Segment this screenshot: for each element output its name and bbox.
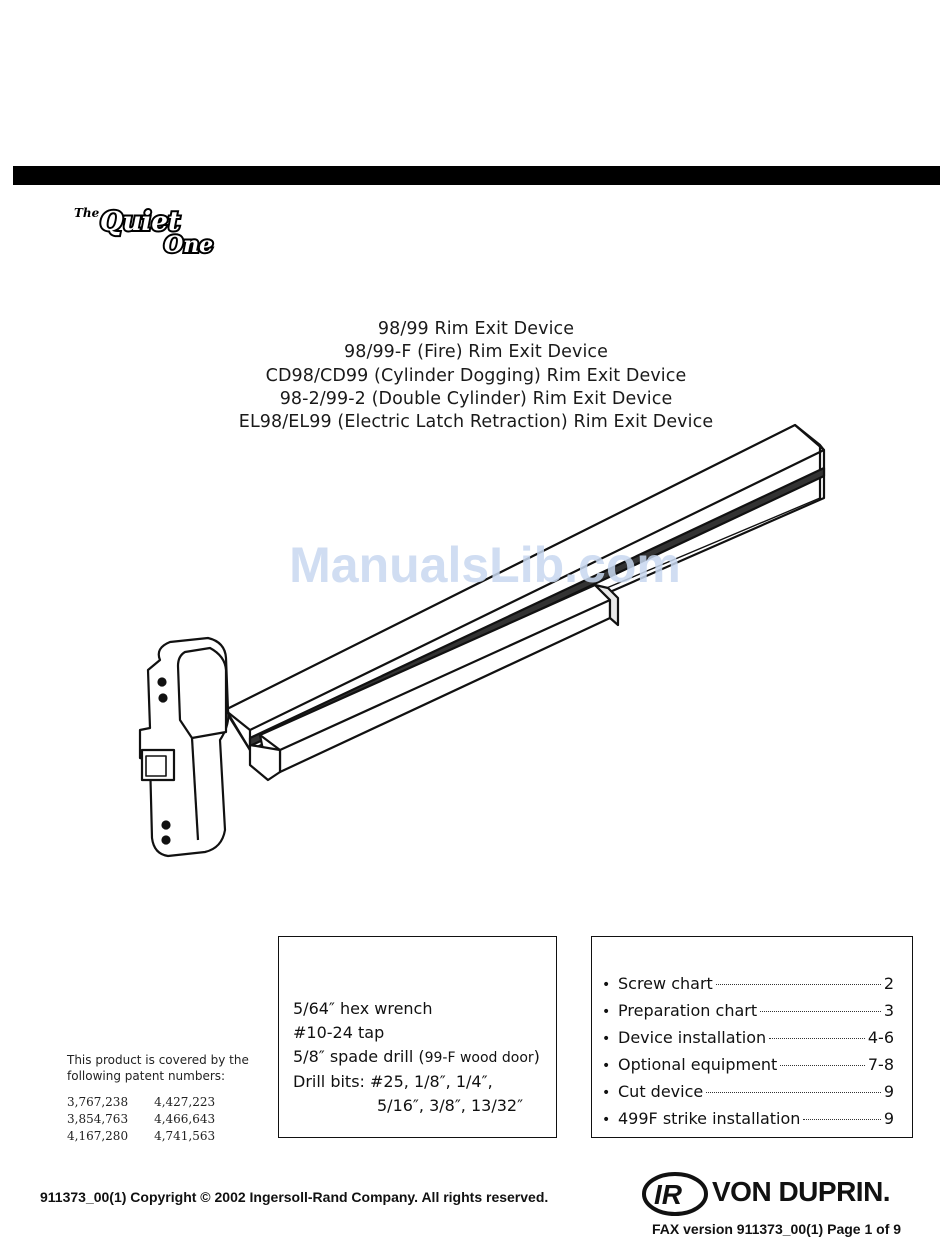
table-row [67, 1111, 241, 1128]
toc-page: 9 [883, 1082, 894, 1101]
bullet: • [602, 1112, 611, 1128]
list-item[interactable] [602, 998, 894, 1025]
list-item[interactable] [602, 971, 894, 998]
toc-page: 2 [883, 974, 894, 993]
tool-item: #10-24 tap [293, 1023, 385, 1042]
bullet: • [602, 1085, 611, 1101]
toc-label: Cut device [618, 1082, 704, 1101]
dot-leader [780, 1065, 865, 1066]
toc-label: Device installation [618, 1028, 767, 1047]
tool-item-main: 5/8″ spade drill ( [293, 1047, 425, 1066]
dot-leader [760, 1011, 881, 1012]
watermark: ManualsLib.com [289, 537, 681, 593]
bullet: • [602, 1058, 611, 1074]
product-titles [200, 318, 752, 434]
dot-leader [706, 1092, 881, 1093]
bullet: • [602, 1031, 611, 1047]
patent-number: 3,767,238 [67, 1095, 129, 1109]
tool-item [293, 1045, 540, 1070]
toc-page: 3 [883, 1001, 894, 1020]
toc-label: Preparation chart [618, 1001, 758, 1020]
patent-number: 4,167,280 [67, 1129, 129, 1143]
list-item[interactable] [602, 1079, 894, 1106]
patent-table [67, 1094, 241, 1145]
contents-box [591, 936, 913, 1138]
patent-number: 3,854,763 [67, 1112, 129, 1126]
toc-page: 7-8 [867, 1055, 894, 1074]
tools-required-box [278, 936, 557, 1138]
title-line: 98/99-F (Fire) Rim Exit Device [343, 342, 608, 363]
list-item[interactable] [602, 1106, 894, 1133]
patent-number: 4,427,223 [154, 1095, 216, 1109]
list-item[interactable] [602, 1052, 894, 1079]
tool-item: 5/64″ hex wrench [293, 999, 433, 1018]
title-line: 98-2/99-2 (Double Cylinder) Rim Exit Device [279, 388, 673, 409]
dot-leader [716, 984, 881, 985]
patent-intro-line: This product is covered by the [67, 1053, 249, 1067]
title-line: EL98/EL99 (Electric Latch Retraction) Rim Exit Device [238, 412, 714, 433]
toc-page: 9 [883, 1109, 894, 1128]
contents-list [602, 971, 894, 1133]
tool-item-close: ) [533, 1047, 540, 1066]
tool-item-note: 99-F wood door [424, 1050, 534, 1066]
table-row [67, 1094, 241, 1111]
logo-one: One [164, 232, 214, 258]
table-row [67, 1128, 241, 1145]
fax-page-info: FAX version 911373_00(1) Page 1 of 9 [652, 1221, 902, 1237]
patent-notice [67, 1052, 267, 1145]
toc-label: Screw chart [618, 974, 713, 993]
toc-label: Optional equipment [618, 1055, 778, 1074]
dot-leader [803, 1119, 880, 1120]
patent-number: 4,466,643 [154, 1112, 216, 1126]
ir-logo-icon [642, 1172, 708, 1216]
logo-the: The [74, 206, 100, 220]
patent-intro-line: following patent numbers: [67, 1069, 226, 1083]
ir-mark: IR [654, 1179, 682, 1210]
brand-name: VON DUPRIN. [712, 1176, 891, 1207]
tool-item: 5/16″, 3/8″, 13/32″ [377, 1096, 524, 1115]
tool-item: Drill bits: #25, 1/8″, 1/4″, [293, 1072, 493, 1091]
toc-label: 499F strike installation [618, 1109, 801, 1128]
tools-list [293, 997, 540, 1118]
exit-device-illustration [130, 420, 830, 860]
header-black-bar [13, 166, 940, 185]
patent-number: 4,741,563 [154, 1129, 216, 1143]
patent-intro [67, 1052, 267, 1084]
title-line: CD98/CD99 (Cylinder Dogging) Rim Exit Device [265, 365, 687, 386]
logo-quiet: Quiet [100, 207, 180, 237]
copyright-notice: 911373_00(1) Copyright © 2002 Ingersoll-Rand Company. All rights reserved. [40, 1189, 549, 1205]
bullet: • [602, 1004, 611, 1020]
list-item[interactable] [602, 1025, 894, 1052]
quiet-one-logo [72, 200, 222, 260]
toc-page: 4-6 [867, 1028, 894, 1047]
dot-leader [769, 1038, 865, 1039]
title-line: 98/99 Rim Exit Device [377, 319, 575, 339]
von-duprin-logo [642, 1172, 922, 1216]
bullet: • [602, 977, 611, 993]
